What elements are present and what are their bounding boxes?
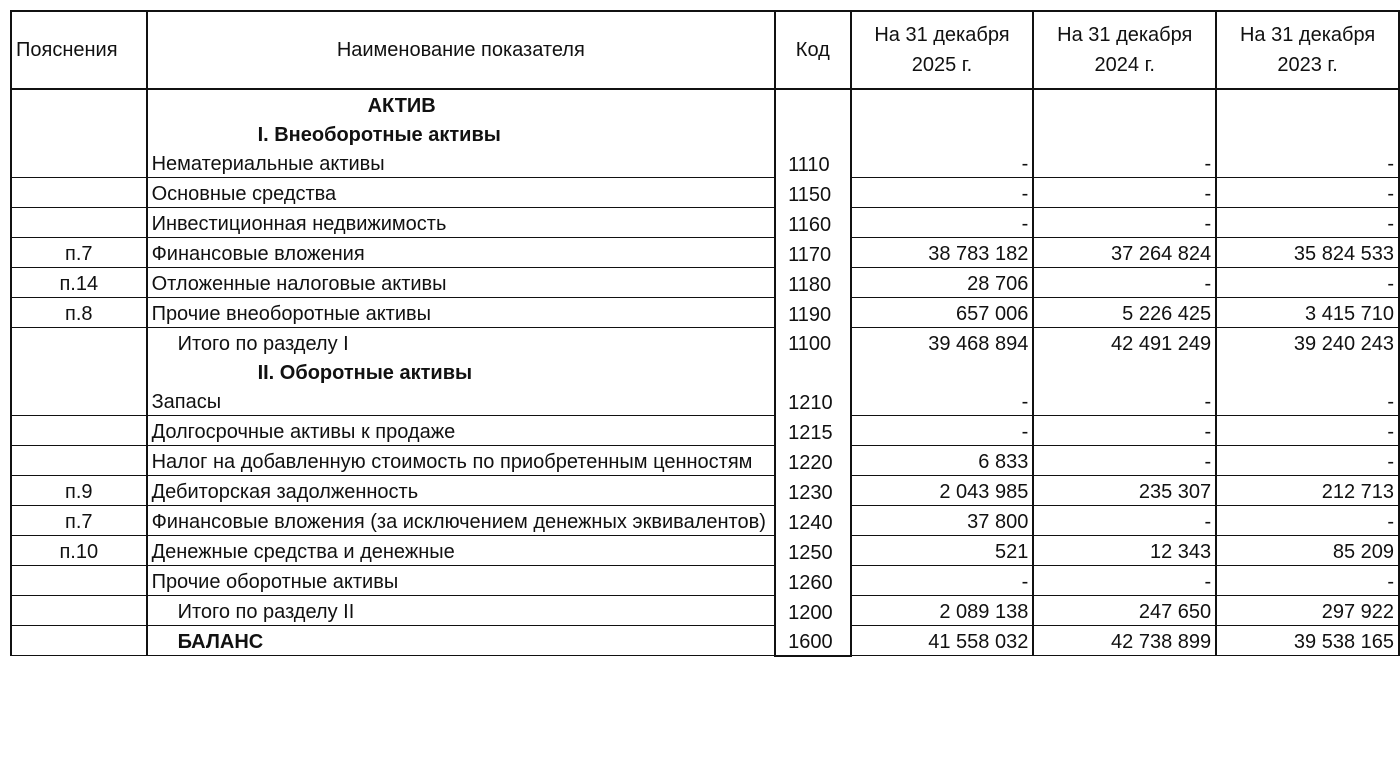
cell-empty: [11, 119, 147, 148]
value-2024: 37 264 824: [1033, 238, 1216, 268]
name-cell: Итого по разделу I: [147, 328, 776, 358]
value-2025: -: [851, 416, 1034, 446]
code-cell: 1210: [775, 386, 850, 416]
note-cell: [11, 626, 147, 656]
cell-empty: [775, 119, 850, 148]
value-2023: 85 209: [1216, 536, 1399, 566]
value-2023: 3 415 710: [1216, 298, 1399, 328]
header-2025-line1: На 31 декабря: [874, 24, 1010, 46]
name-cell: Налог на добавленную стоимость по приобретенным ценностям: [147, 446, 776, 476]
header-name: Наименование показателя: [147, 11, 776, 89]
code-cell: 1600: [775, 626, 850, 656]
code-cell: 1190: [775, 298, 850, 328]
note-cell: [11, 416, 147, 446]
section-title-1: I. Внеоборотные активы: [147, 119, 776, 148]
header-2024-line1: На 31 декабря: [1057, 24, 1193, 46]
cell-empty: [851, 119, 1034, 148]
name-cell: БАЛАНС: [147, 626, 776, 656]
section-row-1: [11, 119, 1399, 148]
value-2023: -: [1216, 148, 1399, 178]
value-2023: -: [1216, 268, 1399, 298]
name-cell: Отложенные налоговые активы: [147, 268, 776, 298]
value-2024: -: [1033, 268, 1216, 298]
name-cell: Итого по разделу II: [147, 596, 776, 626]
code-cell: 1180: [775, 268, 850, 298]
cell-empty: [1033, 119, 1216, 148]
table-row-1180: [11, 268, 1399, 298]
cell-empty: [1216, 357, 1399, 386]
value-2023: 39 240 243: [1216, 328, 1399, 358]
value-2024: -: [1033, 506, 1216, 536]
table-row-1210: [11, 386, 1399, 416]
value-2024: -: [1033, 446, 1216, 476]
value-2025: 2 043 985: [851, 476, 1034, 506]
value-2025: -: [851, 386, 1034, 416]
value-2023: 297 922: [1216, 596, 1399, 626]
code-cell: 1110: [775, 148, 850, 178]
section-title-aktiv: АКТИВ: [147, 89, 776, 119]
note-cell: п.14: [11, 268, 147, 298]
value-2025: 39 468 894: [851, 328, 1034, 358]
code-cell: 1160: [775, 208, 850, 238]
note-cell: [11, 446, 147, 476]
note-cell: п.10: [11, 536, 147, 566]
code-cell: 1260: [775, 566, 850, 596]
value-2025: -: [851, 178, 1034, 208]
note-cell: [11, 148, 147, 178]
value-2024: -: [1033, 416, 1216, 446]
value-2024: 42 491 249: [1033, 328, 1216, 358]
value-2025: -: [851, 566, 1034, 596]
code-cell: 1150: [775, 178, 850, 208]
value-2024: 5 226 425: [1033, 298, 1216, 328]
value-2024: -: [1033, 178, 1216, 208]
cell-empty: [1216, 119, 1399, 148]
value-2025: 2 089 138: [851, 596, 1034, 626]
note-cell: п.7: [11, 506, 147, 536]
value-2024: 42 738 899: [1033, 626, 1216, 656]
code-cell: 1200: [775, 596, 850, 626]
value-2024: 235 307: [1033, 476, 1216, 506]
header-2025: [851, 11, 1034, 89]
note-cell: [11, 178, 147, 208]
value-2023: -: [1216, 506, 1399, 536]
name-cell: Прочие оборотные активы: [147, 566, 776, 596]
code-cell: 1215: [775, 416, 850, 446]
name-cell: Нематериальные активы: [147, 148, 776, 178]
cell-empty: [851, 89, 1034, 119]
table-row-1150: [11, 178, 1399, 208]
value-2023: -: [1216, 416, 1399, 446]
table-row-1215: [11, 416, 1399, 446]
name-cell: Дебиторская задолженность: [147, 476, 776, 506]
value-2024: -: [1033, 208, 1216, 238]
value-2024: 12 343: [1033, 536, 1216, 566]
name-cell: Прочие внеоборотные активы: [147, 298, 776, 328]
value-2025: -: [851, 148, 1034, 178]
header-code: Код: [775, 11, 850, 89]
value-2023: -: [1216, 386, 1399, 416]
note-cell: [11, 208, 147, 238]
header-2024: [1033, 11, 1216, 89]
header-row: [11, 11, 1399, 89]
note-cell: п.7: [11, 238, 147, 268]
table-row-1600: [11, 626, 1399, 656]
name-cell: Денежные средства и денежные: [147, 536, 776, 566]
note-cell: [11, 386, 147, 416]
note-cell: п.9: [11, 476, 147, 506]
table-row-1190: [11, 298, 1399, 328]
section-row-aktiv: [11, 89, 1399, 119]
cell-empty: [11, 357, 147, 386]
value-2025: 38 783 182: [851, 238, 1034, 268]
header-2023-line2: 2023 г.: [1277, 54, 1338, 76]
cell-empty: [1033, 357, 1216, 386]
value-2025: 521: [851, 536, 1034, 566]
table-row-1260: [11, 566, 1399, 596]
header-2023-line1: На 31 декабря: [1239, 24, 1376, 46]
header-note: Пояснения: [11, 11, 147, 89]
value-2023: -: [1216, 446, 1399, 476]
code-cell: 1240: [775, 506, 850, 536]
value-2024: -: [1033, 566, 1216, 596]
cell-empty: [775, 357, 850, 386]
name-cell: Основные средства: [147, 178, 776, 208]
name-cell: Инвестиционная недвижимость: [147, 208, 776, 238]
table-row-1250: [11, 536, 1399, 566]
header-2023: [1216, 11, 1399, 89]
cell-empty: [1033, 89, 1216, 119]
value-2024: 247 650: [1033, 596, 1216, 626]
name-cell: Запасы: [147, 386, 776, 416]
value-2024: -: [1033, 386, 1216, 416]
value-2025: 37 800: [851, 506, 1034, 536]
header-2024-line2: 2024 г.: [1094, 54, 1155, 76]
table-row-1170: [11, 238, 1399, 268]
table-row-1200: [11, 596, 1399, 626]
name-cell: Финансовые вложения (за исключением денежных эквивалентов): [147, 506, 776, 536]
value-2024: -: [1033, 148, 1216, 178]
value-2025: 657 006: [851, 298, 1034, 328]
note-cell: [11, 566, 147, 596]
note-cell: п.8: [11, 298, 147, 328]
value-2023: 35 824 533: [1216, 238, 1399, 268]
table-row-1100: [11, 328, 1399, 358]
header-2025-line2: 2025 г.: [911, 54, 973, 76]
code-cell: 1250: [775, 536, 850, 566]
section-row-2: [11, 357, 1399, 386]
value-2023: 212 713: [1216, 476, 1399, 506]
value-2023: -: [1216, 208, 1399, 238]
cell-empty: [775, 89, 850, 119]
name-cell: Долгосрочные активы к продаже: [147, 416, 776, 446]
code-cell: 1230: [775, 476, 850, 506]
section-title-2: II. Оборотные активы: [147, 357, 776, 386]
value-2025: 28 706: [851, 268, 1034, 298]
code-cell: 1170: [775, 238, 850, 268]
table-row-1160: [11, 208, 1399, 238]
value-2025: 41 558 032: [851, 626, 1034, 656]
value-2025: -: [851, 208, 1034, 238]
table-row-1230: [11, 476, 1399, 506]
code-cell: 1220: [775, 446, 850, 476]
cell-empty: [851, 357, 1034, 386]
note-cell: [11, 328, 147, 358]
name-cell: Финансовые вложения: [147, 238, 776, 268]
value-2025: 6 833: [851, 446, 1034, 476]
cell-empty: [11, 89, 147, 119]
balance-sheet-table: [10, 10, 1400, 657]
value-2023: 39 538 165: [1216, 626, 1399, 656]
code-cell: 1100: [775, 328, 850, 358]
note-cell: [11, 596, 147, 626]
table-row-1240: [11, 506, 1399, 536]
table-row-1110: [11, 148, 1399, 178]
cell-empty: [1216, 89, 1399, 119]
table-row-1220: [11, 446, 1399, 476]
value-2023: -: [1216, 566, 1399, 596]
value-2023: -: [1216, 178, 1399, 208]
